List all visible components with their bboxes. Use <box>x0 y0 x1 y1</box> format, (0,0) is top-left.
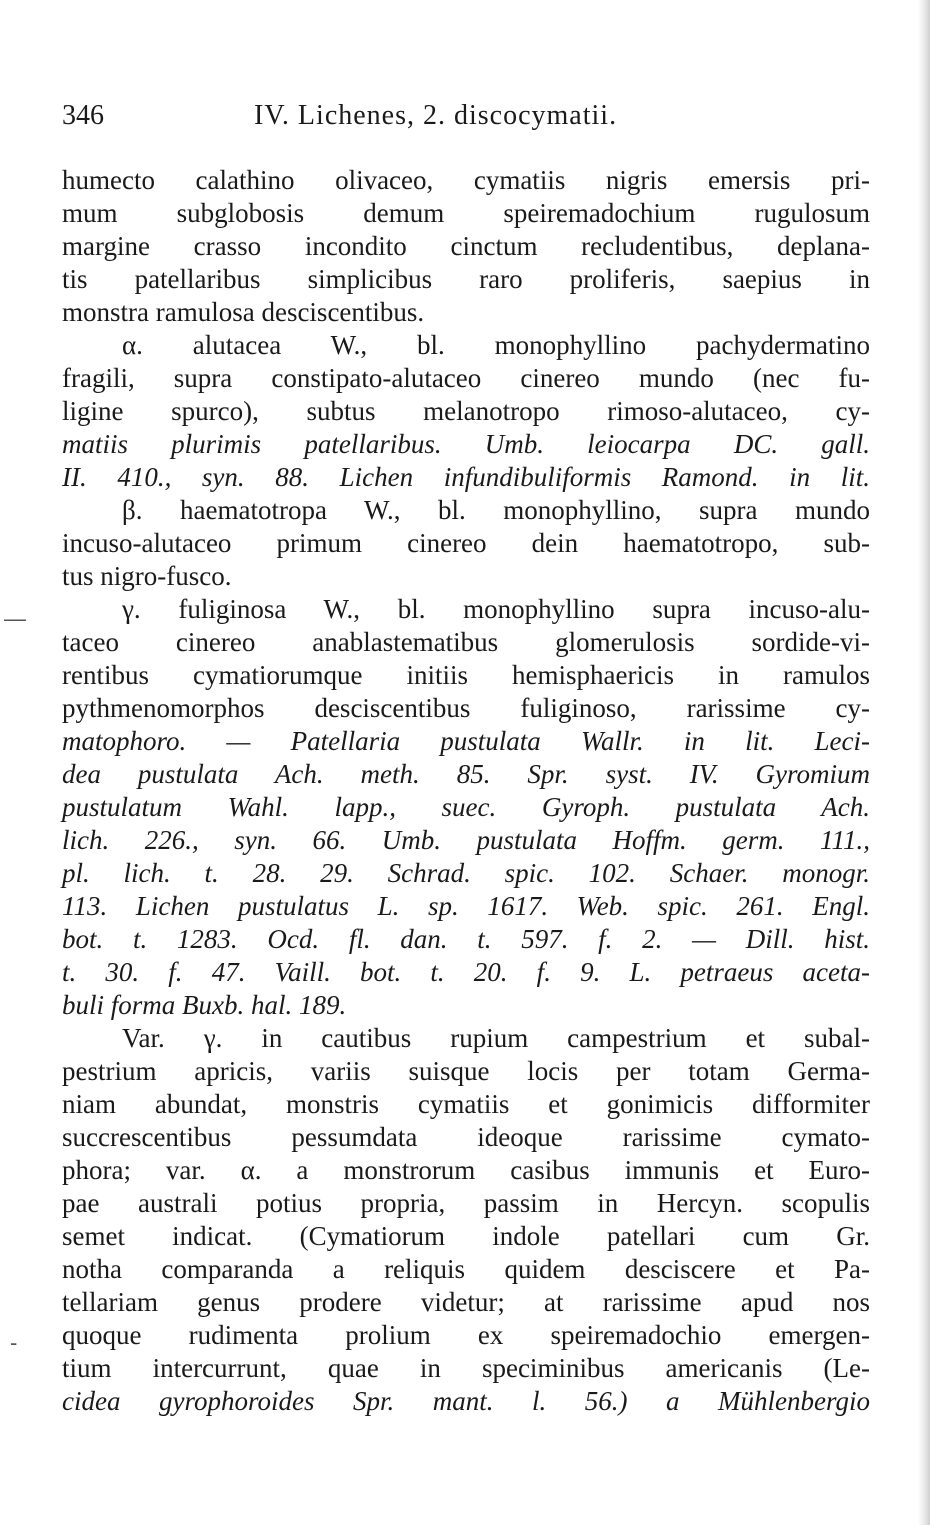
text-line: pl. lich. t. 28. 29. Schrad. spic. 102. Schaer. monogr. <box>62 858 870 888</box>
text-line: dea pustulata Ach. meth. 85. Spr. syst. IV. Gyromium <box>62 759 870 789</box>
text-line: quoque rudimenta prolium ex speiremadochio emergen- <box>62 1320 870 1350</box>
text-line-variety-alpha: α. alutacea W., bl. monophyllino pachydermatino <box>122 330 870 360</box>
margin-dash-mark: — <box>4 606 26 631</box>
text-line: pae australi potius propria, passim in Hercyn. scopulis <box>62 1188 870 1218</box>
running-title: IV. Lichenes, 2. discocymatii. <box>254 100 618 131</box>
text-line: fragili, supra constipato-alutaceo cinereo mundo (nec fu- <box>62 363 870 393</box>
text-line: notha comparanda a reliquis quidem desciscere et Pa- <box>62 1254 870 1284</box>
text-line: t. 30. f. 47. Vaill. bot. t. 20. f. 9. L. petraeus aceta- <box>62 957 870 987</box>
text-line-variety-beta: β. haematotropa W., bl. monophyllino, supra mundo <box>122 495 870 525</box>
text-line: semet indicat. (Cymatiorum indole patellari cum Gr. <box>62 1221 870 1251</box>
text-line: bot. t. 1283. Ocd. fl. dan. t. 597. f. 2. — Dill. hist. <box>62 924 870 954</box>
text-line: humecto calathino olivaceo, cymatiis nigris emersis pri- <box>62 165 870 195</box>
text-line: cidea gyrophoroides Spr. mant. l. 56.) a Mühlenbergio <box>62 1386 870 1416</box>
text-line: 113. Lichen pustulatus L. sp. 1617. Web. spic. 261. Engl. <box>62 891 870 921</box>
text-line: tellariam genus prodere videtur; at rarissime apud nos <box>62 1287 870 1317</box>
text-line-habitat: Var. γ. in cautibus rupium campestrium et subal- <box>122 1023 870 1053</box>
text-line: taceo cinereo anablastematibus glomerulosis sordide-vi- <box>62 627 870 657</box>
text-line: tis patellaribus simplicibus raro proliferis, saepius in <box>62 264 870 294</box>
text-line: matophoro. — Patellaria pustulata Wallr. in lit. Leci- <box>62 726 870 756</box>
text-line: tium intercurrunt, quae in speciminibus americanis (Le- <box>62 1353 870 1383</box>
text-line: succrescentibus pessumdata ideoque rarissime cymato- <box>62 1122 870 1152</box>
text-line: niam abundat, monstris cymatiis et gonimicis difformiter <box>62 1089 870 1119</box>
text-line: margine crasso incondito cinctum recludentibus, deplana- <box>62 231 870 261</box>
text-line: II. 410., syn. 88. Lichen infundibuliformis Ramond. in lit. <box>62 462 870 492</box>
text-line: buli forma Buxb. hal. 189. <box>62 990 347 1020</box>
text-line: pestrium apricis, variis suisque locis per totam Germa- <box>62 1056 870 1086</box>
text-line: monstra ramulosa desciscentibus. <box>62 297 425 327</box>
text-line: mum subglobosis demum speiremadochium rugulosum <box>62 198 870 228</box>
text-line: incuso-alutaceo primum cinereo dein haematotropo, sub- <box>62 528 870 558</box>
text-line: matiis plurimis patellaribus. Umb. leiocarpa DC. gall. <box>62 429 870 459</box>
page-number: 346 <box>62 100 104 131</box>
text-line: ligine spurco), subtus melanotropo rimoso-alutaceo, cy- <box>62 396 870 426</box>
text-line: pythmenomorphos desciscentibus fuliginoso, rarissime cy- <box>62 693 870 723</box>
text-line: pustulatum Wahl. lapp., suec. Gyroph. pustulata Ach. <box>62 792 870 822</box>
text-line: tus nigro-fusco. <box>62 561 232 591</box>
margin-dot-mark: - <box>10 1330 18 1355</box>
text-line: rentibus cymatiorumque initiis hemisphaericis in ramulos <box>62 660 870 690</box>
text-line-variety-gamma: γ. fuliginosa W., bl. monophyllino supra incuso-alu- <box>122 594 870 624</box>
text-line: phora; var. α. a monstrorum casibus immunis et Euro- <box>62 1155 870 1185</box>
text-line: lich. 226., syn. 66. Umb. pustulata Hoffm. germ. 111., <box>62 825 870 855</box>
page-edge-shadow <box>918 0 930 1525</box>
